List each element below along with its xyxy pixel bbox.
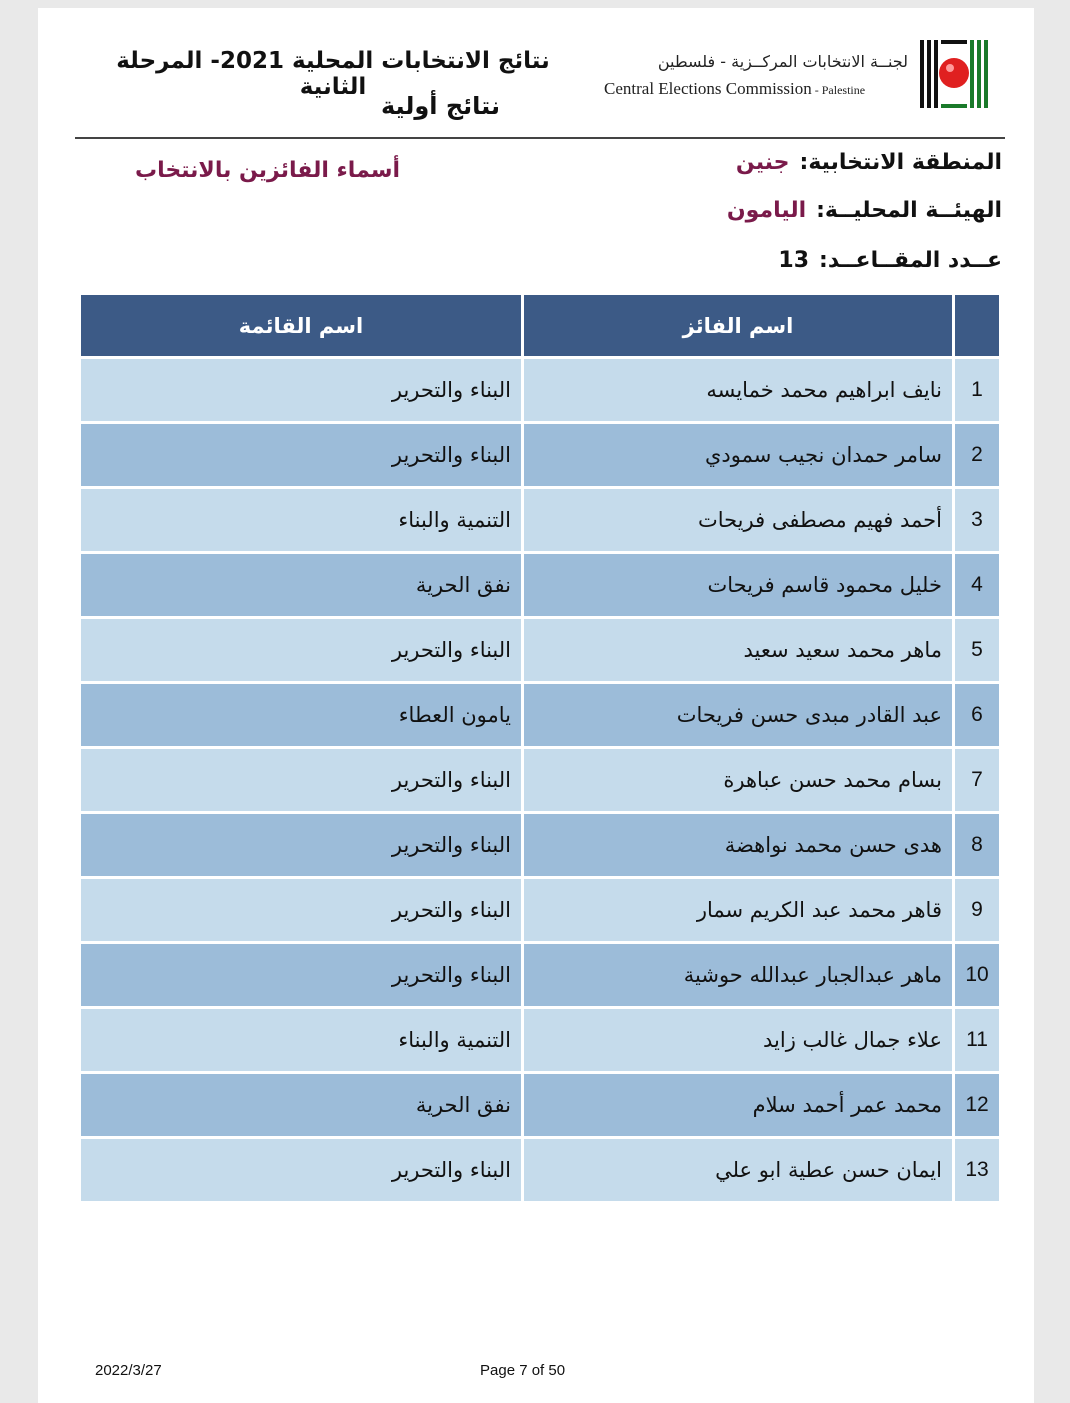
table-row (81, 619, 999, 681)
list-name: التنمية والبناء (81, 1009, 521, 1071)
winner-name: بسام محمد حسن عباهرة (524, 749, 952, 811)
list-name: البناء والتحرير (81, 619, 521, 681)
footer-date: 2022/3/27 (95, 1362, 162, 1379)
org-name-english (604, 79, 908, 99)
column-header-winner-name: اسم الفائز (524, 295, 952, 356)
table-row (81, 684, 999, 746)
table-row (81, 359, 999, 421)
table-row (81, 424, 999, 486)
results-subtitle: نتائج أولية (381, 92, 500, 120)
row-number: 4 (955, 554, 999, 616)
row-number: 11 (955, 1009, 999, 1071)
winner-name: ماهر محمد سعيد سعيد (524, 619, 952, 681)
winner-name: خليل محمود قاسم فريحات (524, 554, 952, 616)
list-name: البناء والتحرير (81, 814, 521, 876)
winner-name: ايمان حسن عطية ابو علي (524, 1139, 952, 1201)
list-name: البناء والتحرير (81, 749, 521, 811)
table-row (81, 1074, 999, 1136)
winner-name: عبد القادر مبدى حسن فريحات (524, 684, 952, 746)
council-line (642, 198, 1002, 223)
list-name: البناء والتحرير (81, 424, 521, 486)
list-name: يامون العطاء (81, 684, 521, 746)
row-number: 1 (955, 359, 999, 421)
winner-name: قاهر محمد عبد الكريم سمار (524, 879, 952, 941)
list-name: البناء والتحرير (81, 944, 521, 1006)
row-number: 13 (955, 1139, 999, 1201)
table-row (81, 1139, 999, 1201)
table-header-row (81, 295, 999, 356)
org-name-arabic: لجنــة الانتخابات المركــزية - فلسطين (657, 52, 908, 71)
table-row (81, 1009, 999, 1071)
council-value: اليامون (726, 198, 807, 223)
row-number: 7 (955, 749, 999, 811)
footer-page-number: Page 7 of 50 (480, 1362, 566, 1379)
list-name: نفق الحرية (81, 554, 521, 616)
results-title: نتائج الانتخابات المحلية 2021- المرحلة الثانية (116, 48, 550, 100)
winner-name: هدى حسن محمد نواهضة (524, 814, 952, 876)
list-name: البناء والتحرير (81, 359, 521, 421)
winner-name: ماهر عبدالجبار عبدالله حوشية (524, 944, 952, 1006)
list-name: البناء والتحرير (81, 1139, 521, 1201)
table-row (81, 879, 999, 941)
org-name-en-suffix: - Palestine (811, 83, 866, 97)
council-label: الهيئــة المحليــة: (816, 198, 1002, 223)
row-number: 2 (955, 424, 999, 486)
header-divider (75, 137, 1005, 139)
table-row (81, 554, 999, 616)
column-header-number (955, 295, 999, 356)
seats-label: عــدد المقــاعــد: (819, 248, 1002, 273)
table-row (81, 814, 999, 876)
winner-name: سامر حمدان نجيب سمودي (524, 424, 952, 486)
column-header-list-name: اسم القائمة (81, 295, 521, 356)
row-number: 9 (955, 879, 999, 941)
list-name: نفق الحرية (81, 1074, 521, 1136)
district-label: المنطقة الانتخابية: (799, 150, 1002, 175)
row-number: 3 (955, 489, 999, 551)
district-line (642, 150, 1002, 175)
winner-name: محمد عمر أحمد سلام (524, 1074, 952, 1136)
list-name: البناء والتحرير (81, 879, 521, 941)
winners-heading: أسماء الفائزين بالانتخاب (134, 158, 400, 183)
row-number: 8 (955, 814, 999, 876)
winners-table (78, 292, 1002, 1204)
row-number: 10 (955, 944, 999, 1006)
row-number: 5 (955, 619, 999, 681)
cec-logo-icon (920, 40, 988, 108)
table-row (81, 749, 999, 811)
table-row (81, 489, 999, 551)
row-number: 6 (955, 684, 999, 746)
winner-name: علاء جمال غالب زايد (524, 1009, 952, 1071)
winner-name: نايف ابراهيم محمد خمايسه (524, 359, 952, 421)
row-number: 12 (955, 1074, 999, 1136)
table-row (81, 944, 999, 1006)
district-value: جنين (735, 150, 790, 175)
winner-name: أحمد فهيم مصطفى فريحات (524, 489, 952, 551)
list-name: التنمية والبناء (81, 489, 521, 551)
seats-line (642, 248, 1002, 273)
org-name-en-main: Central Elections Commission (604, 79, 812, 98)
seats-value: 13 (778, 248, 810, 273)
